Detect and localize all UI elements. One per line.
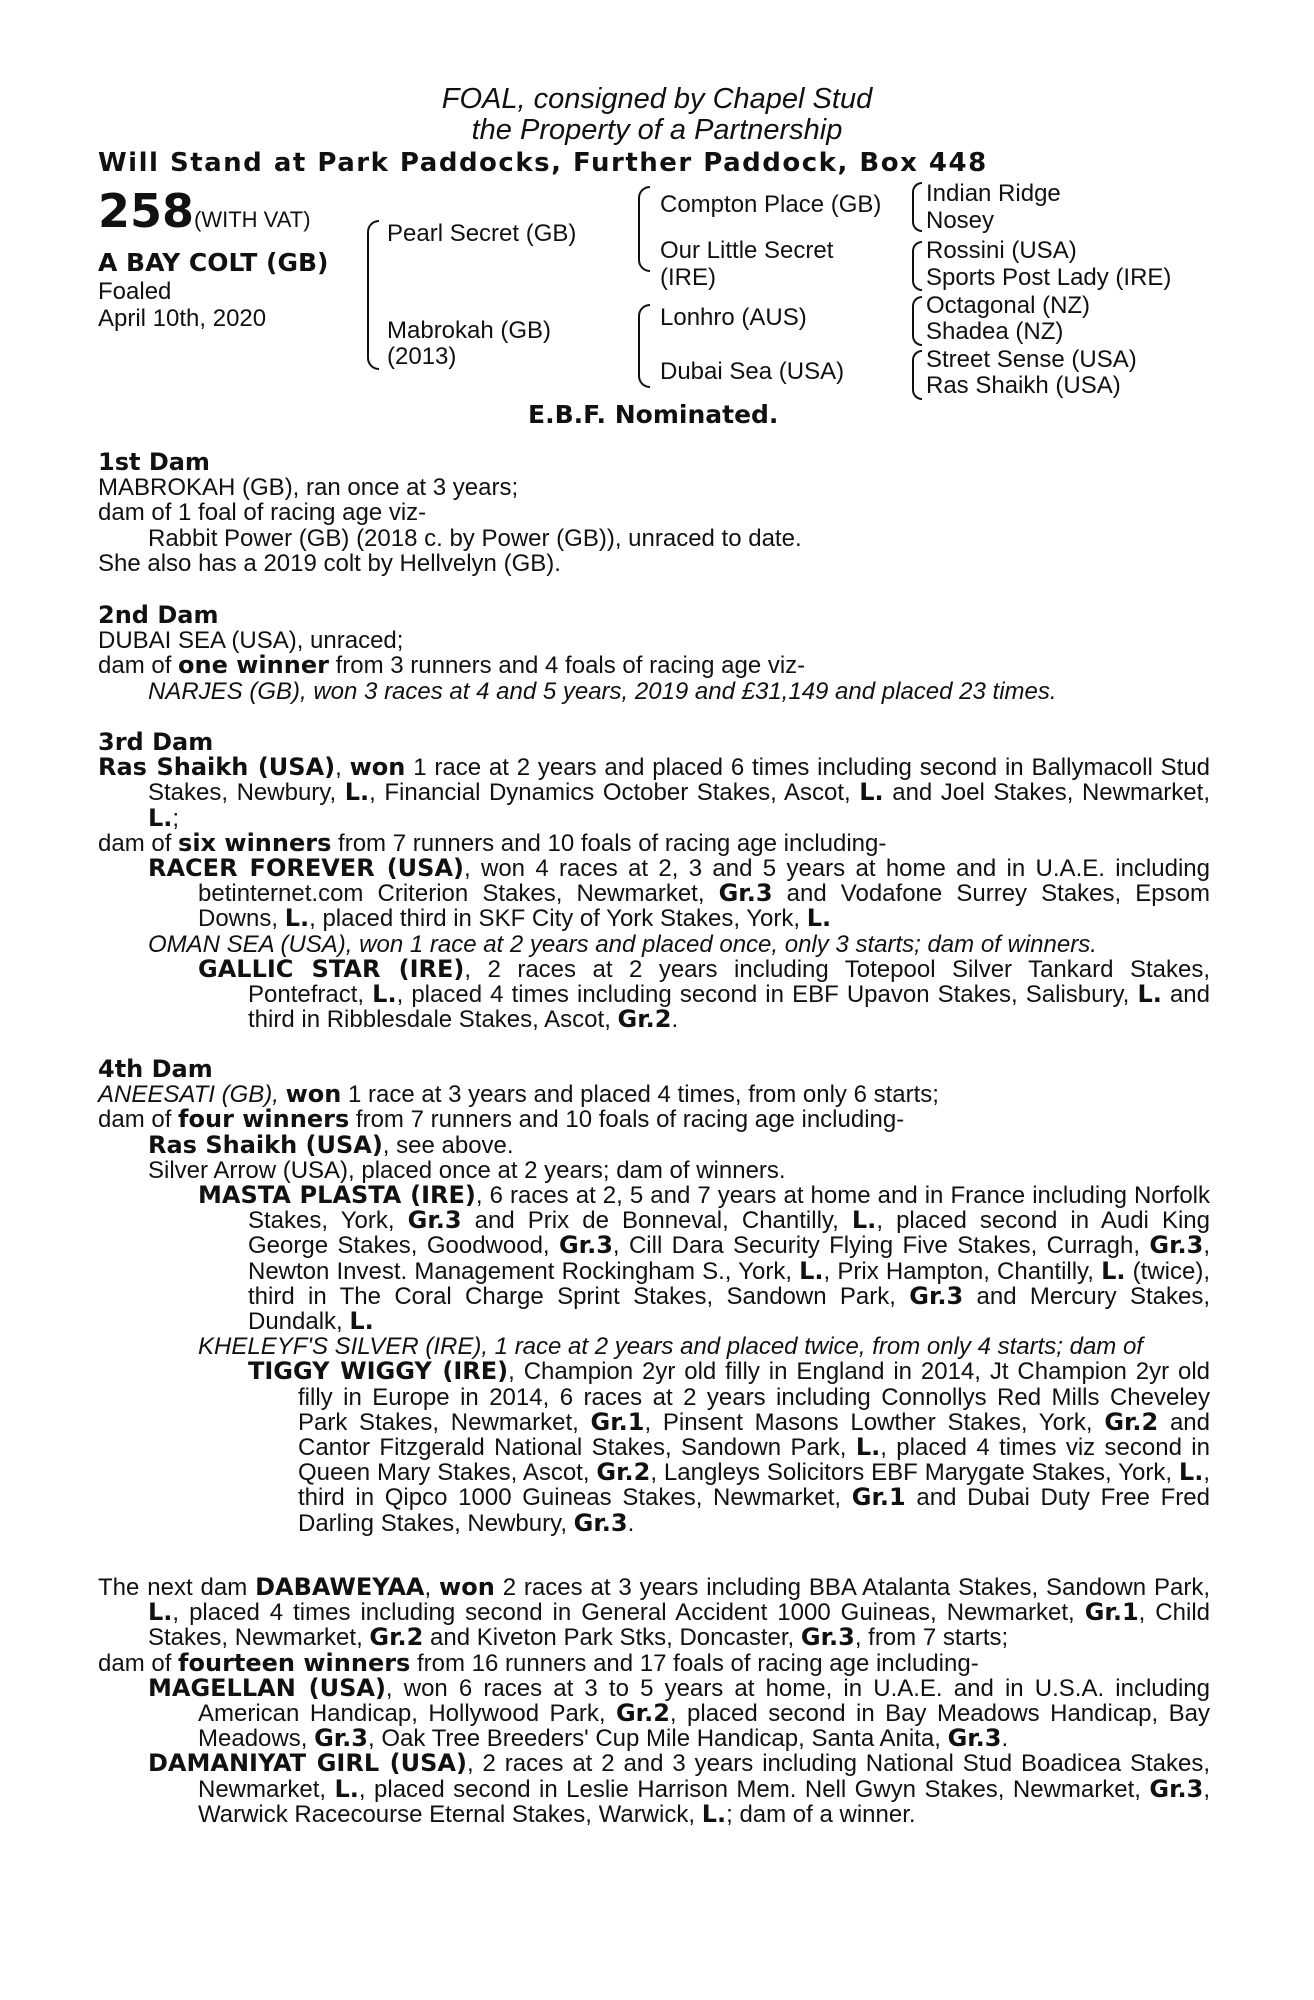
pedigree-g3: Rossini (USA) xyxy=(926,237,1077,264)
property-line: the Property of a Partnership xyxy=(471,114,843,146)
fourth-dam-heading: 4th Dam xyxy=(98,1055,213,1083)
third-dam-foals: dam of six winners from 7 runners and 10 foals of racing age including- xyxy=(98,828,887,857)
ebf-nominated: E.B.F. Nominated. xyxy=(528,400,779,429)
pedigree-g1: Indian Ridge xyxy=(926,180,1061,207)
lot-name: A BAY COLT (GB) xyxy=(98,248,329,277)
pedigree-sire-sire: Compton Place (GB) xyxy=(660,191,882,218)
pedigree-brace-g4 xyxy=(912,350,922,400)
pedigree-g6: Shadea (NZ) xyxy=(926,318,1064,345)
fourth-dam-record: ANEESATI (GB), won 1 race at 3 years and placed 4 times, from only 6 starts; xyxy=(98,1080,939,1109)
pedigree-brace-g3 xyxy=(912,296,922,346)
pedigree-g7: Street Sense (USA) xyxy=(926,346,1137,373)
vat-note: (WITH VAT) xyxy=(194,207,311,232)
pedigree-brace-g1 xyxy=(912,182,922,232)
fourth-dam-foals: dam of four winners from 7 runners and 10 foals of racing age including- xyxy=(98,1105,905,1134)
foaled-date: April 10th, 2020 xyxy=(98,305,267,332)
first-dam-produce: Rabbit Power (GB) (2018 c. by Power (GB)), unraced to date. xyxy=(148,524,802,552)
consignor-line: FOAL, consigned by Chapel Stud xyxy=(441,83,873,115)
pedigree-g8: Ras Shaikh (USA) xyxy=(926,372,1121,399)
fourth-dam-great-grandproduce: TIGGY WIGGY (IRE), Champion 2yr old filly in England in 2014, Jt Champion 2yr old filly in Europe in 2014, 6 races at 2 years including Connollys Red Mills Cheveley Park Stakes, Newmarket, Gr.1, Pinsent Masons Lowther Stakes, York, Gr.2 and Cantor Fitzgerald National Stakes, Sandown Park, L., placed 4 times viz second in Queen Mary Stakes, Ascot, Gr.2, Langleys Solicitors EBF Marygate Stakes, York, L., third in Qipco 1000 Guineas Stakes, Newmarket, Gr.1 and Dubai Duty Free Fred Darling Stakes, Newbury, Gr.3. xyxy=(248,1357,1211,1537)
next-dam-produce-1: MAGELLAN (USA), won 6 races at 3 to 5 years at home, in U.A.E. and in U.S.A. including American Handicap, Hollywood Park, Gr.2, placed second in Bay Meadows Handicap, Bay Meadows, Gr.3, Oak Tree Breeders' Cup Mile Handicap, Santa Anita, Gr.3. xyxy=(148,1673,1211,1753)
lot-number: 258(WITH VAT) xyxy=(98,184,311,238)
second-dam-produce: NARJES (GB), won 3 races at 4 and 5 years, 2019 and £31,149 and placed 23 times. xyxy=(148,677,1057,705)
pedigree-dam: Mabrokah (GB) xyxy=(387,317,552,344)
pedigree-g5: Octagonal (NZ) xyxy=(926,292,1091,319)
fourth-dam-section xyxy=(98,1057,1210,1536)
pedigree-dam-year: (2013) xyxy=(387,343,457,370)
fourth-dam-produce-1: Ras Shaikh (USA), see above. xyxy=(148,1130,514,1159)
pedigree-dam-dam: Dubai Sea (USA) xyxy=(660,358,845,385)
pedigree-sire-dam: Our Little Secret xyxy=(660,237,834,264)
third-dam-produce-2: OMAN SEA (USA), won 1 race at 2 years and placed once, only 3 starts; dam of winners. xyxy=(148,930,1097,958)
next-dam-foals: dam of fourteen winners from 16 runners and 17 foals of racing age including- xyxy=(98,1648,979,1677)
pedigree-brace-main xyxy=(367,220,379,370)
pedigree-sire-dam-country: (IRE) xyxy=(660,264,716,291)
stand-location: Will Stand at Park Paddocks, Further Paddock, Box 448 xyxy=(98,148,988,178)
fourth-dam-grandproduce-1: MASTA PLASTA (IRE), 6 races at 2, 5 and 7 years at home and in France including Norfolk Stakes, York, Gr.3 and Prix de Bonneval, Chantilly, L., placed second in Audi King George Stakes, Goodwood, Gr.3, Cill Dara Security Flying Five Stakes, Curragh, Gr.3, Newton Invest. Management Rockingham S., York, L., Prix Hampton, Chantilly, L. (twice), third in The Coral Charge Sprint Stakes, Sandown Park, Gr.3 and Mercury Stakes, Dundalk, L. xyxy=(198,1181,1211,1336)
pedigree-brace-sire xyxy=(638,186,650,272)
next-dam-section xyxy=(98,1575,1210,1827)
pedigree-brace-dam xyxy=(638,304,650,388)
first-dam-note: She also has a 2019 colt by Hellvelyn (GB). xyxy=(98,549,561,577)
pedigree-sire: Pearl Secret (GB) xyxy=(387,220,577,247)
pedigree-dam-sire: Lonhro (AUS) xyxy=(660,304,807,331)
third-dam-record: Ras Shaikh (USA), won 1 race at 2 years and placed 6 times including second in Ballymacoll Stud Stakes, Newbury, L., Financial Dynamics October Stakes, Ascot, L. and Joel Stakes, Newmarket, L.; xyxy=(98,753,1211,832)
third-dam-produce-1: RACER FOREVER (USA), won 4 races at 2, 3 and 5 years at home and in U.A.E. including betinternet.com Criterion Stakes, Newmarket, Gr.3 and Vodafone Surrey Stakes, Epsom Downs, L., placed third in SKF City of York Stakes, York, L. xyxy=(148,854,1210,933)
pedigree-g2: Nosey xyxy=(926,207,995,234)
fourth-dam-grandproduce-2: KHELEYF'S SILVER (IRE), 1 race at 2 years and placed twice, from only 4 starts; dam of xyxy=(198,1333,1143,1361)
first-dam-heading: 1st Dam xyxy=(98,448,210,476)
second-dam-heading: 2nd Dam xyxy=(98,601,219,629)
fourth-dam-produce-2: Silver Arrow (USA), placed once at 2 years; dam of winners. xyxy=(148,1156,786,1184)
second-dam-line: DUBAI SEA (USA), unraced; xyxy=(98,627,404,655)
first-dam-line: MABROKAH (GB), ran once at 3 years; xyxy=(98,474,519,502)
second-dam-foals: dam of one winner from 3 runners and 4 foals of racing age viz- xyxy=(98,651,806,680)
pedigree-brace-g2 xyxy=(912,241,922,291)
next-dam-record: The next dam DABAWEYAA, won 2 races at 3 years including BBA Atalanta Stakes, Sandown Park, L., placed 4 times including second in General Accident 1000 Guineas, Newmarket, Gr.1, Child Stakes, Newmarket, Gr.2 and Kiveton Park Stks, Doncaster, Gr.3, from 7 starts; xyxy=(98,1573,1211,1652)
third-dam-heading: 3rd Dam xyxy=(98,728,214,756)
foaled-label: Foaled xyxy=(98,278,172,305)
first-dam-section xyxy=(98,450,1210,576)
second-dam-section xyxy=(98,603,1210,704)
third-dam-grandproduce: GALLIC STAR (IRE), 2 races at 2 years including Totepool Silver Tankard Stakes, Pontefract, L., placed 4 times including second in EBF Upavon Stakes, Salisbury, L. and third in Ribblesdale Stakes, Ascot, Gr.2. xyxy=(198,954,1211,1034)
pedigree-g4: Sports Post Lady (IRE) xyxy=(926,264,1172,291)
first-dam-foals: dam of 1 foal of racing age viz- xyxy=(98,499,427,527)
next-dam-produce-2: DAMANIYAT GIRL (USA), 2 races at 2 and 3 years including National Stud Boadicea Stakes, Newmarket, L., placed second in Leslie Harrison Mem. Nell Gwyn Stakes, Newmarket, Gr.3, Warwick Racecourse Eternal Stakes, Warwick, L.; dam of a winner. xyxy=(148,1749,1211,1828)
third-dam-section xyxy=(98,730,1210,1032)
